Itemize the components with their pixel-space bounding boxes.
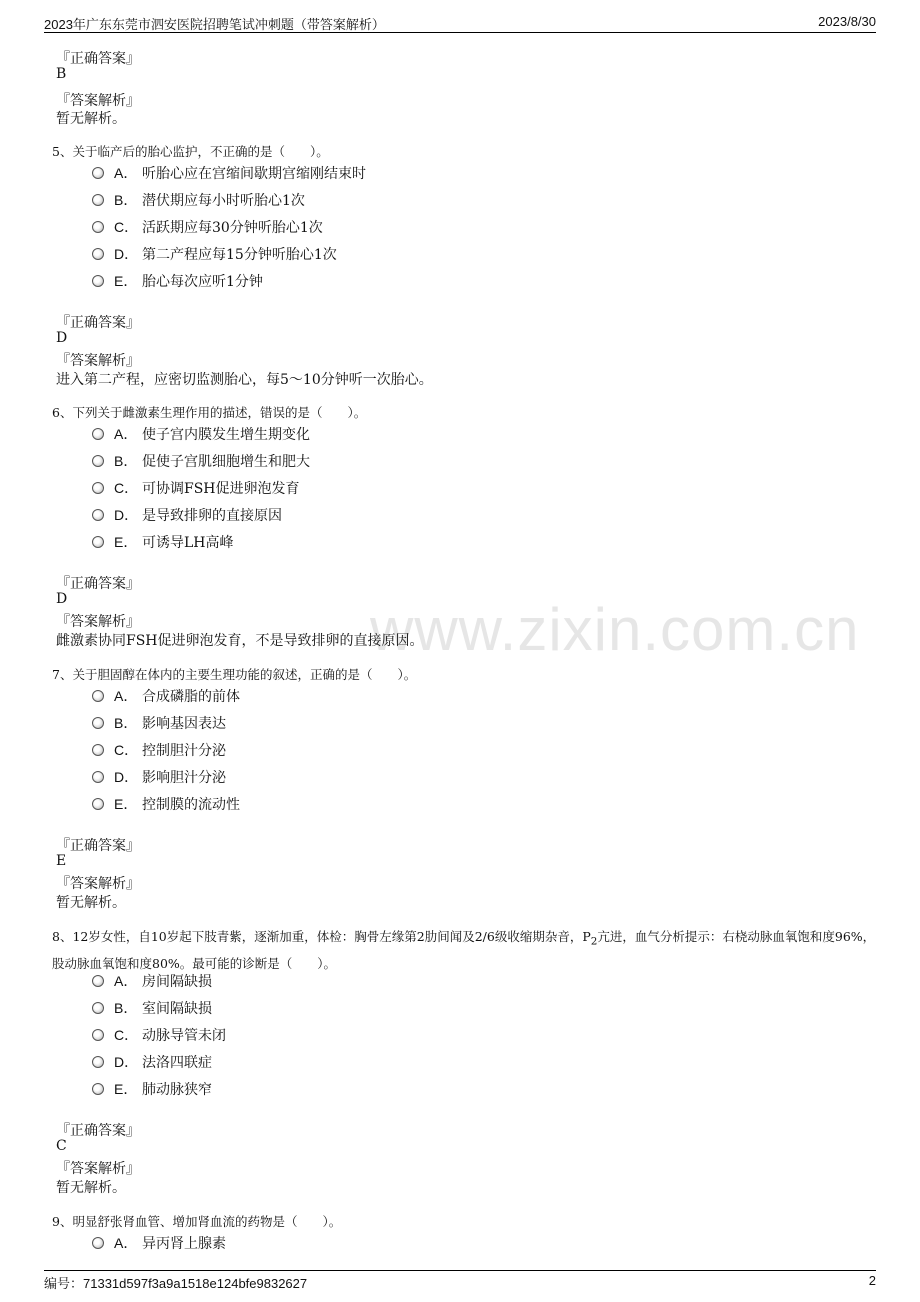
- option-letter: D．: [114, 507, 139, 523]
- option-letter: E．: [114, 1081, 138, 1097]
- radio-icon[interactable]: [92, 975, 104, 987]
- option-text: 是导致排卵的直接原因: [142, 508, 282, 524]
- option-text: 影响基因表达: [142, 716, 226, 732]
- answer-value: D: [56, 591, 68, 607]
- radio-icon[interactable]: [92, 690, 104, 702]
- page-footer: [44, 1270, 876, 1289]
- radio-icon[interactable]: [92, 275, 104, 287]
- explanation-text: 暂无解析。: [56, 111, 126, 127]
- option-letter: C．: [114, 1027, 139, 1043]
- option-text: 潜伏期应每小时听胎心1次: [142, 193, 305, 209]
- radio-icon[interactable]: [92, 536, 104, 548]
- explanation-text: 暂无解析。: [56, 1180, 126, 1196]
- question-text: 8、12岁女性，自10岁起下肢青紫，逐渐加重，体检：胸骨左缘第2肋间闻及2/6级收缩期杂音，$P_2$亢进，血气分析提示：右桡动脉血氧饱和度96%，股动脉血氧饱和度80%。最可能的诊断是（ ）。: [52, 929, 876, 971]
- option-text: 控制膜的流动性: [142, 797, 240, 813]
- explanation-label: 『答案解析』: [56, 353, 140, 369]
- answer-value: B: [56, 66, 67, 82]
- radio-icon[interactable]: [92, 509, 104, 521]
- page-number: 2: [868, 1273, 876, 1288]
- explanation-text: 雌激素协同FSH促进卵泡发育，不是导致排卵的直接原因。: [56, 633, 424, 649]
- option-letter: B．: [114, 453, 138, 469]
- option-text: 活跃期应每30分钟听胎心1次: [142, 220, 323, 236]
- radio-icon[interactable]: [92, 771, 104, 783]
- option-letter: E．: [114, 273, 138, 289]
- option-letter: D．: [114, 246, 139, 262]
- radio-icon[interactable]: [92, 798, 104, 810]
- option-letter: B．: [114, 1000, 138, 1016]
- answer-value: D: [56, 330, 68, 346]
- answer-label: 『正确答案』: [56, 576, 140, 592]
- option-letter: A．: [114, 688, 138, 704]
- explanation-label: 『答案解析』: [56, 614, 140, 630]
- radio-icon[interactable]: [92, 1056, 104, 1068]
- explanation-label: 『答案解析』: [56, 876, 140, 892]
- option-letter: C．: [114, 219, 139, 235]
- radio-icon[interactable]: [92, 1237, 104, 1249]
- option-text: 影响胆汁分泌: [142, 770, 226, 786]
- document-date: 2023/8/30: [818, 14, 876, 29]
- option-text: 可诱导LH高峰: [142, 535, 234, 551]
- radio-icon[interactable]: [92, 221, 104, 233]
- option-text: 可协调FSH促进卵泡发育: [142, 481, 300, 497]
- explanation-text: 暂无解析。: [56, 895, 126, 911]
- option-text: 动脉导管未闭: [142, 1028, 226, 1044]
- question-text: 7、关于胆固醇在体内的主要生理功能的叙述，正确的是（ ）。: [52, 667, 417, 682]
- explanation-label: 『答案解析』: [56, 1161, 140, 1177]
- radio-icon[interactable]: [92, 455, 104, 467]
- subscript: 2: [590, 935, 598, 948]
- option-text: 胎心每次应听1分钟: [142, 274, 263, 290]
- option-letter: D．: [114, 769, 139, 785]
- answer-label: 『正确答案』: [56, 315, 140, 331]
- option-letter: A．: [114, 426, 138, 442]
- option-letter: D．: [114, 1054, 139, 1070]
- option-text: 控制胆汁分泌: [142, 743, 226, 759]
- option-letter: B．: [114, 715, 138, 731]
- document-number: 编号：71331d597f3a9a1518e124bfe9832627: [44, 1276, 308, 1291]
- option-text: 第二产程应每15分钟听胎心1次: [142, 247, 337, 263]
- radio-icon[interactable]: [92, 194, 104, 206]
- option-letter: C．: [114, 742, 139, 758]
- radio-icon[interactable]: [92, 744, 104, 756]
- document-title: 2023年广东东莞市泗安医院招聘笔试冲刺题（带答案解析）: [44, 17, 385, 32]
- option-text: 法洛四联症: [142, 1055, 212, 1071]
- radio-icon[interactable]: [92, 1002, 104, 1014]
- radio-icon[interactable]: [92, 1029, 104, 1041]
- option-letter: C．: [114, 480, 139, 496]
- question-text: 9、明显舒张肾血管、增加肾血流的药物是（ ）。: [52, 1214, 342, 1229]
- page-header: [44, 14, 876, 33]
- answer-label: 『正确答案』: [56, 1123, 140, 1139]
- question-text: 5、关于临产后的胎心监护，不正确的是（ ）。: [52, 144, 329, 159]
- radio-icon[interactable]: [92, 482, 104, 494]
- answer-value: E: [56, 853, 67, 869]
- answer-label: 『正确答案』: [56, 51, 140, 67]
- question-text: 6、下列关于雌激素生理作用的描述，错误的是（ ）。: [52, 405, 367, 420]
- watermark: www.zixin.com.cn: [370, 596, 860, 663]
- option-letter: E．: [114, 534, 138, 550]
- radio-icon[interactable]: [92, 248, 104, 260]
- option-letter: E．: [114, 796, 138, 812]
- option-letter: A．: [114, 165, 138, 181]
- answer-value: C: [56, 1138, 67, 1154]
- radio-icon[interactable]: [92, 167, 104, 179]
- answer-label: 『正确答案』: [56, 838, 140, 854]
- option-text: 异丙肾上腺素: [142, 1236, 226, 1252]
- option-letter: A．: [114, 973, 138, 989]
- radio-icon[interactable]: [92, 428, 104, 440]
- explanation-label: 『答案解析』: [56, 93, 140, 109]
- option-text: 听胎心应在宫缩间歇期宫缩刚结束时: [142, 166, 366, 182]
- radio-icon[interactable]: [92, 717, 104, 729]
- option-text: 室间隔缺损: [142, 1001, 212, 1017]
- explanation-text: 进入第二产程，应密切监测胎心，每5～10分钟听一次胎心。: [56, 372, 433, 388]
- option-text: 促使子宫肌细胞增生和肥大: [142, 454, 310, 470]
- option-text: 房间隔缺损: [142, 974, 212, 990]
- option-text: 合成磷脂的前体: [142, 689, 240, 705]
- option-letter: B．: [114, 192, 138, 208]
- radio-icon[interactable]: [92, 1083, 104, 1095]
- option-text: 肺动脉狭窄: [142, 1082, 212, 1098]
- option-text: 使子宫内膜发生增生期变化: [142, 427, 310, 443]
- option-letter: A．: [114, 1235, 138, 1251]
